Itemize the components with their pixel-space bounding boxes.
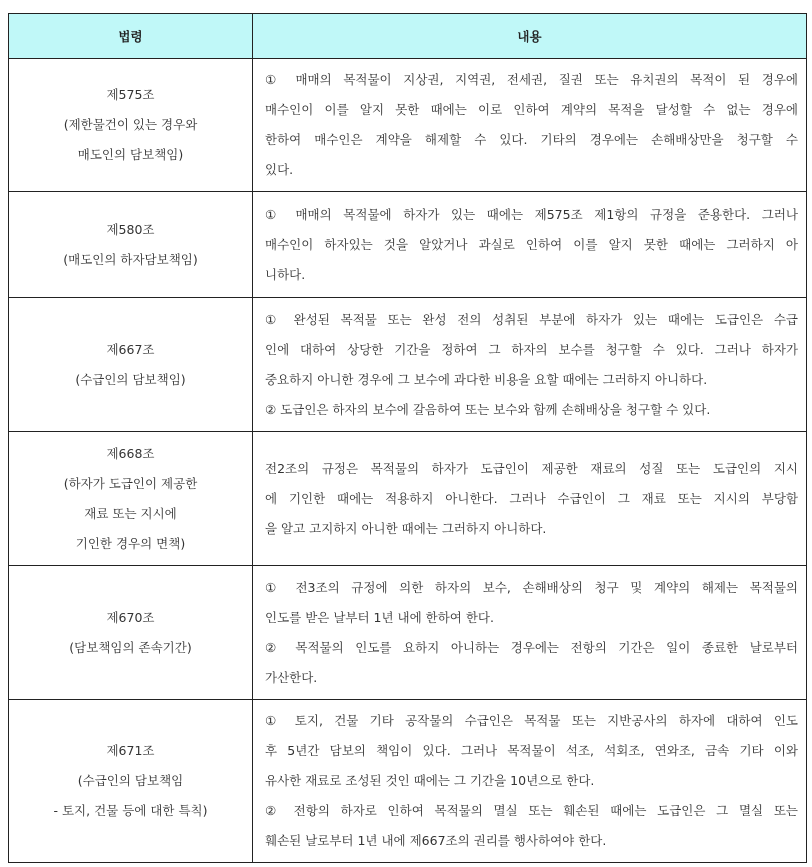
content-line: 니하다. — [265, 266, 306, 282]
article-title-line: (제한물건이 있는 경우와 — [63, 117, 198, 132]
header-law: 법령 — [9, 14, 253, 59]
content-line: ② 목적물의 인도를 요하지 아니하는 경우에는 전항의 기간은 일이 종료한 날로부터 — [265, 639, 798, 655]
table-header-row — [9, 14, 807, 59]
content-paragraph — [265, 633, 798, 693]
content-line: 을 알고 고지하지 아니한 때에는 그러하지 아니하다. — [265, 520, 547, 536]
content-line: 매수인이 이를 알지 못한 때에는 이로 인하여 계약의 목적을 달성할 수 없는 경우에 — [265, 102, 798, 117]
article-number: 제575조 — [106, 87, 155, 102]
content-line: ① 완성된 목적물 또는 완성 전의 성취된 부분에 하자가 있는 때에는 도급인은 수급 — [265, 311, 798, 327]
content-line: ① 토지, 건물 기타 공작물의 수급인은 목적물 또는 지반공사의 하자에 대하여 인도 — [265, 713, 798, 728]
content-paragraph — [265, 395, 798, 425]
content-paragraph — [265, 573, 798, 633]
content-line: 인도를 받은 날부터 1년 내에 한하여 한다. — [265, 609, 494, 625]
table-row — [9, 298, 807, 432]
law-article-cell — [9, 432, 253, 566]
table-row — [9, 432, 807, 566]
article-title-line: (담보책임의 존속기간) — [69, 639, 192, 655]
content-line: ② 도급인은 하자의 보수에 갈음하여 또는 보수와 함께 손해배상을 청구할 수 있다. — [265, 401, 711, 417]
content-line: 전2조의 규정은 목적물의 하자가 도급인이 제공한 재료의 성질 또는 도급인의 지시 — [265, 460, 798, 476]
article-number: 제668조 — [106, 445, 155, 461]
article-title-line: (수급인의 담보책임 — [77, 773, 184, 788]
article-title-line: 기인한 경우의 면책) — [75, 535, 186, 551]
article-title-line: - 토지, 건물 등에 대한 특칙) — [53, 803, 208, 818]
content-line: 훼손된 날로부터 1년 내에 제667조의 권리를 행사하여야 한다. — [265, 833, 607, 848]
content-paragraph — [265, 454, 798, 544]
law-content-cell — [253, 700, 807, 863]
law-article-cell — [9, 59, 253, 192]
content-paragraph — [265, 65, 798, 185]
table-body — [9, 59, 807, 863]
law-content-cell — [253, 566, 807, 700]
content-line: 한하여 매수인은 계약을 해제할 수 있다. 기타의 경우에는 손해배상만을 청구할 수 — [265, 132, 798, 147]
article-number: 제580조 — [106, 221, 155, 237]
article-number: 제667조 — [106, 341, 155, 357]
law-content-cell — [253, 432, 807, 566]
content-line: 유사한 재료로 조성된 것인 때에는 그 기간을 10년으로 한다. — [265, 773, 595, 788]
content-line: 에 기인한 때에는 적용하지 아니한다. 그러나 수급인이 그 재료 또는 지시의 부당함 — [265, 490, 798, 506]
content-line: ① 매매의 목적물이 지상권, 지역권, 전세권, 질권 또는 유치권의 목적이 된 경우에 — [265, 72, 798, 87]
article-title-line: 매도인의 담보책임) — [77, 147, 184, 162]
content-line: 중요하지 아니한 경우에 그 보수에 과다한 비용을 요할 때에는 그러하지 아니하다. — [265, 371, 708, 387]
content-paragraph — [265, 305, 798, 395]
content-line: ② 전항의 하자로 인하여 목적물의 멸실 또는 훼손된 때에는 도급인은 그 멸실 또는 — [265, 803, 798, 818]
content-paragraph — [265, 706, 798, 796]
header-content: 내용 — [253, 14, 807, 59]
article-number: 제670조 — [106, 609, 155, 625]
law-content-cell — [253, 192, 807, 298]
law-content-cell — [253, 59, 807, 192]
content-line: 가산한다. — [265, 669, 318, 685]
content-line: ① 매매의 목적물에 하자가 있는 때에는 제575조 제1항의 규정을 준용한다. 그러나 — [265, 206, 798, 222]
table-row — [9, 700, 807, 863]
content-line: 인에 대하여 상당한 기간을 정하여 그 하자의 보수를 청구할 수 있다. 그러나 하자가 — [265, 341, 798, 357]
content-line: 있다. — [265, 162, 294, 177]
content-line: 매수인이 하자있는 것을 알았거나 과실로 인하여 이를 알지 못한 때에는 그러하지 아 — [265, 236, 798, 252]
content-line: 후 5년간 담보의 책임이 있다. 그러나 목적물이 석조, 석회조, 연와조, 금속 기타 이와 — [265, 743, 798, 758]
article-title-line: (매도인의 하자담보책임) — [63, 251, 198, 267]
law-article-cell — [9, 700, 253, 863]
content-paragraph — [265, 200, 798, 290]
article-title-line: (수급인의 담보책임) — [75, 371, 186, 387]
table-row — [9, 59, 807, 192]
table-row — [9, 192, 807, 298]
law-article-cell — [9, 192, 253, 298]
article-title-line: (하자가 도급인이 제공한 — [63, 475, 198, 491]
table-row — [9, 566, 807, 700]
law-content-cell — [253, 298, 807, 432]
article-number: 제671조 — [106, 743, 155, 758]
article-title-line: 재료 또는 지시에 — [84, 505, 177, 521]
law-article-cell — [9, 298, 253, 432]
content-paragraph — [265, 796, 798, 856]
law-table — [8, 13, 807, 863]
content-line: ① 전3조의 규정에 의한 하자의 보수, 손해배상의 청구 및 계약의 해제는 목적물의 — [265, 579, 798, 595]
law-article-cell — [9, 566, 253, 700]
